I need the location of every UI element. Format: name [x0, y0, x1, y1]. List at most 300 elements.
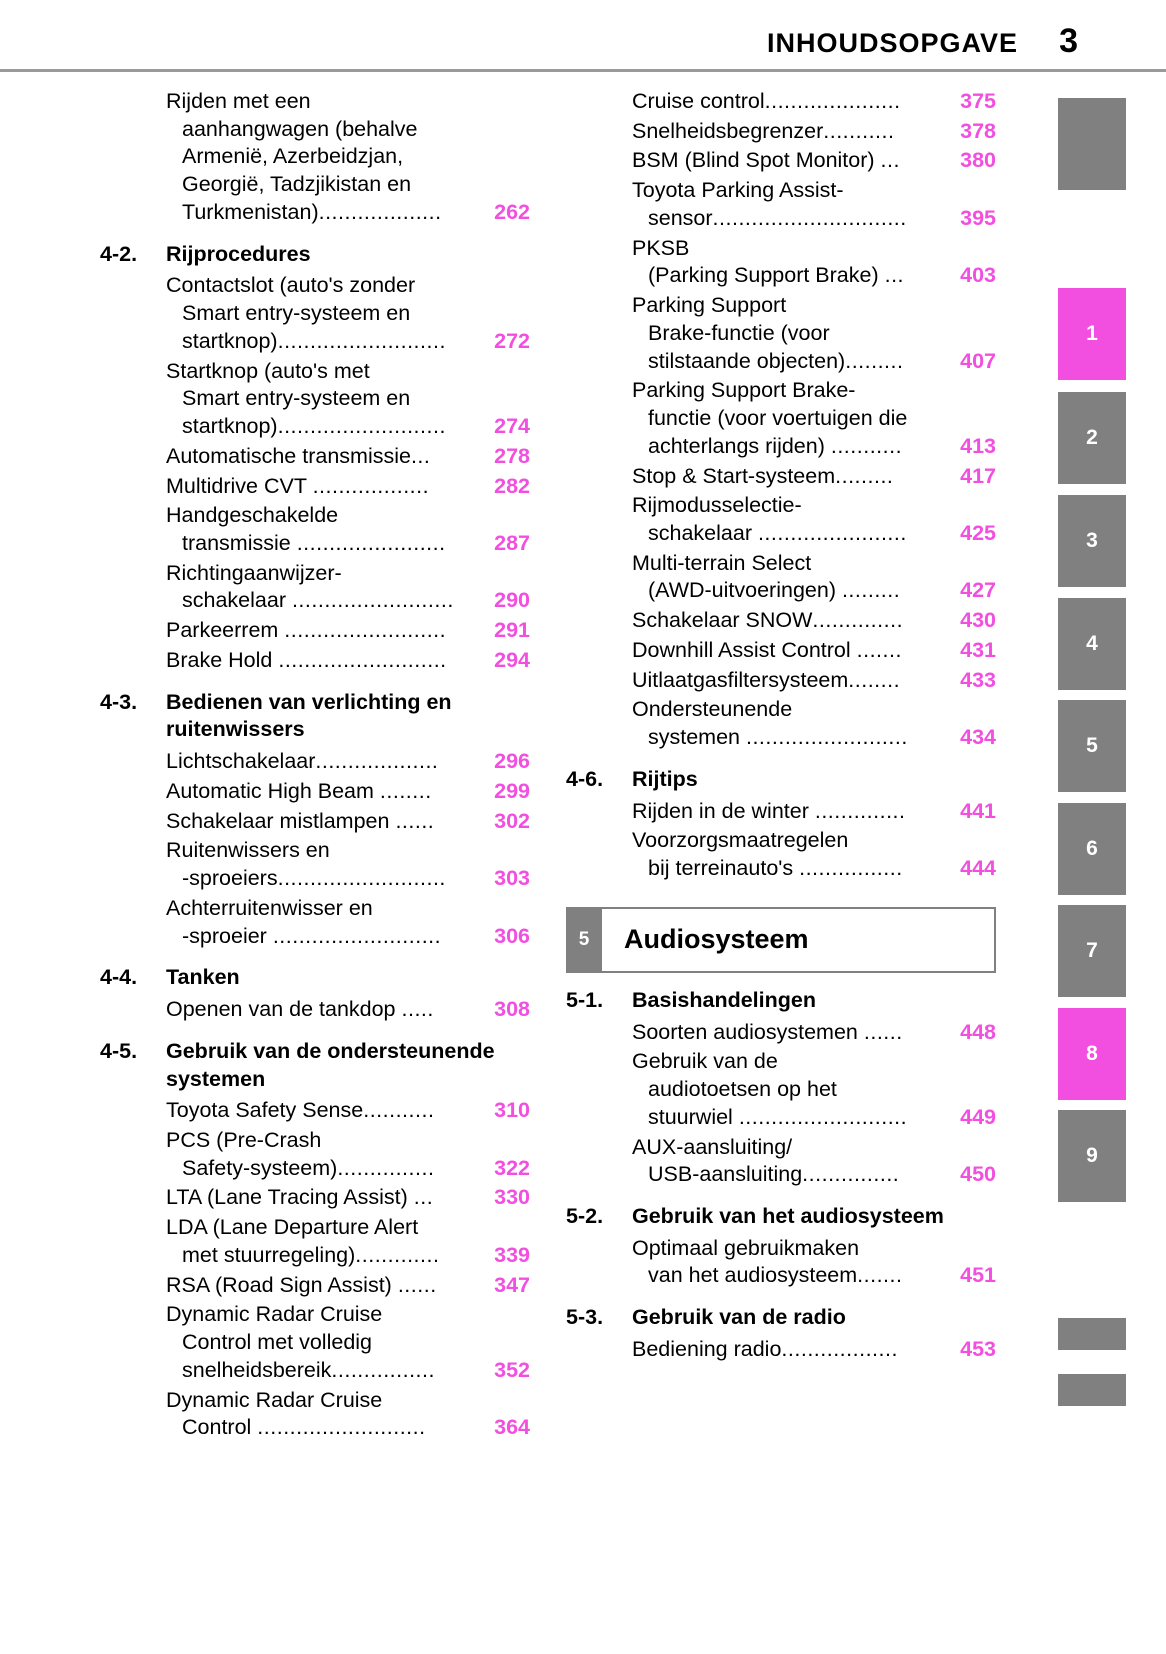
toc-entry-lastline	[166, 1357, 530, 1385]
toc-entry-text: systemen	[648, 725, 746, 750]
toc-section-number: 4-2.	[100, 241, 138, 266]
chapter-tab-blank[interactable]	[1058, 1374, 1126, 1406]
toc-leader-dots: ..........................	[257, 1415, 426, 1440]
toc-entry-line: aanhangwagen (behalve	[182, 116, 418, 141]
toc-entry[interactable]	[632, 696, 996, 751]
toc-entry-text: Lichtschakelaar	[166, 749, 316, 774]
toc-entry-line: Ruitenwissers en	[166, 838, 330, 863]
toc-leader-dots: ................	[799, 856, 903, 881]
toc-page-number: 380	[960, 148, 996, 173]
toc-entry-line: Voorzorgsmaatregelen	[632, 828, 849, 853]
page-title: INHOUDSOPGAVE	[766, 28, 1018, 58]
toc-entry-lastline	[166, 1097, 530, 1125]
chapter-tab-2[interactable]	[1058, 392, 1126, 484]
toc-entry-text: Multidrive CVT	[166, 473, 313, 498]
toc-entry[interactable]	[632, 1048, 996, 1131]
toc-leader-dots: ...........	[363, 1098, 435, 1123]
chapter-tab-label: 6	[1086, 837, 1098, 860]
toc-entry[interactable]	[632, 1019, 996, 1047]
toc-entry-text: Toyota Safety Sense	[166, 1098, 364, 1123]
toc-leader-dots: ..................	[312, 473, 430, 498]
chapter-title-box	[602, 907, 996, 973]
toc-entry-line: Handgeschakelde	[166, 503, 339, 528]
page-header	[0, 0, 1166, 72]
toc-entry[interactable]	[166, 560, 530, 615]
toc-leader-dots: ..........................	[278, 647, 447, 672]
toc-entry-lastline	[632, 1336, 996, 1364]
toc-entry[interactable]	[166, 837, 530, 892]
toc-entry-line: Rijmodusselectie-	[632, 493, 802, 518]
toc-entry-text: met stuurregeling)	[182, 1242, 356, 1267]
toc-section-number: 5-3.	[566, 1305, 604, 1330]
toc-entry-lastline	[632, 855, 996, 883]
toc-page-number: 378	[960, 118, 996, 143]
toc-entry-text: RSA (Road Sign Assist)	[166, 1272, 398, 1297]
toc-entry-line: functie (voor voertuigen die	[648, 406, 908, 431]
toc-page-number: 302	[494, 808, 530, 833]
toc-leader-dots: ...	[880, 148, 900, 173]
toc-entry-lastline	[166, 808, 530, 836]
toc-entry[interactable]	[166, 272, 530, 355]
toc-entry[interactable]	[632, 667, 996, 695]
toc-entry[interactable]	[632, 1134, 996, 1189]
toc-entry[interactable]	[166, 1387, 530, 1442]
toc-entry-lastline	[632, 607, 996, 635]
toc-leader-dots: .......	[857, 1263, 903, 1288]
toc-entry-line: Parking Support	[632, 293, 787, 318]
toc-entry-text: Soorten audiosystemen	[632, 1019, 864, 1044]
toc-entry[interactable]	[166, 1127, 530, 1182]
toc-section-title: Gebruik van het audiosysteem	[632, 1203, 944, 1228]
toc-page-number: 262	[494, 199, 530, 224]
toc-entry-line: audiotoetsen op het	[648, 1077, 837, 1102]
toc-entry-lastline	[632, 1019, 996, 1047]
toc-entry-line: LDA (Lane Departure Alert	[166, 1215, 419, 1240]
toc-entry-lastline	[166, 1272, 530, 1300]
toc-leader-dots: ...............	[802, 1162, 900, 1187]
toc-entry-text: Uitlaatgasfiltersysteem	[632, 667, 849, 692]
toc-leader-dots: ..........................	[272, 923, 442, 948]
toc-entry-lastline	[166, 328, 530, 356]
toc-entry-text: startknop)	[182, 328, 278, 353]
toc-entry-lastline	[632, 433, 996, 461]
toc-entry-text: Turkmenistan)	[182, 199, 319, 224]
toc-entry-line: Smart entry-systeem en	[182, 301, 411, 326]
toc-leader-dots: ..............................	[712, 205, 907, 230]
toc-page-number: 375	[960, 89, 996, 113]
toc-page-number: 299	[494, 778, 530, 803]
chapter-title: Audiosysteem	[624, 924, 809, 955]
toc-entry-line: Contactslot (auto's zonder	[166, 273, 416, 298]
toc-section-heading[interactable]	[100, 964, 530, 992]
chapter-tab-6[interactable]	[1058, 803, 1126, 895]
toc-page-number: 294	[494, 647, 530, 672]
toc-page-number: 451	[960, 1263, 996, 1288]
chapter-tab-7[interactable]	[1058, 905, 1126, 997]
toc-entry[interactable]	[166, 808, 530, 836]
toc-page-number: 278	[494, 443, 530, 468]
toc-entry[interactable]	[632, 550, 996, 605]
toc-entry-text: Downhill Assist Control	[632, 637, 857, 662]
toc-page-number: 425	[960, 521, 996, 546]
toc-entry-text: Stop & Start-systeem	[632, 463, 836, 488]
chapter-tab-label: 7	[1086, 939, 1098, 962]
toc-entry-lastline	[632, 577, 996, 605]
toc-entry-lastline	[166, 778, 530, 806]
toc-section-number: 4-6.	[566, 766, 604, 791]
chapter-tab-blank[interactable]	[1058, 98, 1126, 190]
toc-section-number: 5-1.	[566, 987, 604, 1012]
toc-entry-line: Parking Support Brake-	[632, 378, 856, 403]
toc-entry-lastline	[166, 1414, 530, 1442]
chapter-tab-4[interactable]	[1058, 598, 1126, 690]
toc-entry[interactable]	[632, 798, 996, 826]
toc-entry-lastline	[632, 262, 996, 290]
toc-section-number: 4-4.	[100, 965, 138, 990]
toc-page-number: 433	[960, 667, 996, 692]
toc-entry[interactable]	[166, 1301, 530, 1384]
toc-leader-dots: ...............	[337, 1155, 435, 1180]
toc-entry-text: Control	[182, 1415, 258, 1440]
toc-entry-text: Brake Hold	[166, 647, 279, 672]
toc-page-number: 310	[494, 1098, 530, 1123]
toc-entry-text: Snelheidsbegrenzer	[632, 118, 824, 143]
toc-entry-line: Rijden met een	[166, 89, 311, 113]
toc-entry-lastline	[166, 413, 530, 441]
toc-entry-lastline	[632, 1262, 996, 1290]
toc-entry-lastline	[632, 118, 996, 146]
toc-entry-line: Gebruik van de	[632, 1049, 778, 1074]
toc-entry[interactable]	[632, 463, 996, 491]
toc-entry-lastline	[166, 647, 530, 675]
toc-entry-text: van het audiosysteem	[648, 1263, 858, 1288]
toc-entry[interactable]	[632, 607, 996, 635]
toc-entry-lastline	[166, 1155, 530, 1183]
toc-page-number: 296	[494, 749, 530, 774]
toc-leader-dots: .........................	[745, 725, 908, 750]
toc-entry-lastline	[166, 443, 530, 471]
toc-entry[interactable]	[166, 1097, 530, 1125]
toc-page-number: 403	[960, 263, 996, 288]
toc-page-number: 272	[494, 328, 530, 353]
toc-entry-line: Smart entry-systeem en	[182, 386, 411, 411]
toc-entry-text: Automatische transmissie	[166, 443, 411, 468]
toc-section-title: Rijtips	[632, 766, 698, 791]
toc-entry-text: startknop)	[182, 414, 278, 439]
toc-page-number: 274	[494, 414, 530, 439]
toc-entry-lastline	[166, 473, 530, 501]
toc-page-number: 282	[494, 473, 530, 498]
toc-section-heading[interactable]	[100, 241, 530, 269]
toc-entry-line: Toyota Parking Assist-	[632, 178, 844, 203]
toc-entry-lastline	[166, 1242, 530, 1270]
toc-entry[interactable]	[632, 377, 996, 460]
toc-entry-lastline	[166, 923, 530, 951]
toc-entry[interactable]	[632, 1336, 996, 1364]
toc-section-heading[interactable]	[100, 1038, 530, 1093]
toc-entry[interactable]	[632, 177, 996, 232]
toc-page-number: 441	[960, 798, 996, 823]
toc-entry-lastline	[632, 637, 996, 665]
toc-leader-dots: ..........................	[277, 866, 446, 891]
toc-entry[interactable]	[166, 1184, 530, 1212]
toc-entry-text: Parkeerrem	[166, 618, 285, 643]
toc-entry[interactable]	[166, 88, 530, 227]
toc-entry[interactable]	[632, 637, 996, 665]
toc-entry-lastline	[632, 88, 996, 116]
toc-section-heading[interactable]	[566, 1203, 996, 1231]
toc-entry-lastline	[632, 348, 996, 376]
toc-entry-text: BSM (Blind Spot Monitor)	[632, 148, 881, 173]
toc-entry[interactable]	[166, 617, 530, 645]
toc-section-heading[interactable]	[566, 766, 996, 794]
toc-section-title: Basishandelingen	[632, 987, 816, 1012]
toc-entry-text: achterlangs rijden)	[648, 433, 831, 458]
toc-page-number: 303	[494, 866, 530, 891]
toc-leader-dots: ......	[397, 1272, 437, 1297]
toc-leader-dots: .........	[845, 348, 904, 373]
toc-entry-lastline	[632, 205, 996, 233]
toc-entry-text: Openen van de tankdop	[166, 997, 402, 1022]
toc-section-title: Gebruik van de radio	[632, 1305, 846, 1330]
toc-entry[interactable]	[166, 502, 530, 557]
toc-leader-dots: ...	[413, 1185, 434, 1210]
toc-entry-text: Schakelaar SNOW	[632, 608, 813, 633]
toc-page-number: 291	[494, 618, 530, 643]
toc-entry-line: Ondersteunende	[632, 697, 793, 722]
toc-leader-dots: ...................	[315, 749, 439, 774]
toc-entry-line: PCS (Pre-Crash	[166, 1127, 322, 1152]
toc-entry-text: (Parking Support Brake)	[648, 263, 885, 288]
toc-entry-text: LTA (Lane Tracing Assist)	[166, 1185, 414, 1210]
toc-entry[interactable]	[632, 118, 996, 146]
chapter-tab-label: 8	[1086, 1042, 1098, 1065]
toc-entry-line: Multi-terrain Select	[632, 550, 812, 575]
toc-leader-dots: .........	[835, 463, 894, 488]
toc-entry-text: transmissie	[182, 531, 297, 556]
toc-entry-text: -sproeier	[182, 923, 273, 948]
chapter-tab-blank[interactable]	[1058, 1318, 1126, 1350]
toc-entry[interactable]	[166, 443, 530, 471]
toc-entry[interactable]	[632, 88, 996, 116]
chapter-tab-3[interactable]	[1058, 495, 1126, 587]
toc-entry-lastline	[632, 147, 996, 175]
toc-entry-line: Georgië, Tadzjikistan en	[182, 172, 412, 197]
toc-leader-dots: ......	[863, 1019, 903, 1044]
toc-leader-dots: ..................	[781, 1336, 898, 1361]
toc-section-heading[interactable]	[566, 1304, 996, 1332]
toc-leader-dots: .....	[401, 997, 434, 1022]
chapter-tab-label: 9	[1086, 1144, 1098, 1167]
chapter-tab-5[interactable]	[1058, 700, 1126, 792]
toc-leader-dots: ...	[410, 443, 431, 468]
toc-entry-text: stilstaande objecten)	[648, 348, 846, 373]
toc-entry-line: Achterruitenwisser en	[166, 895, 373, 920]
toc-entry-lastline	[632, 463, 996, 491]
toc-page-number: 431	[960, 637, 996, 662]
toc-entry-text: schakelaar	[182, 588, 292, 613]
toc-entry-text: Bediening radio	[632, 1336, 782, 1361]
toc-page-number: 364	[494, 1415, 530, 1440]
chapter-tab-1[interactable]	[1058, 288, 1126, 380]
toc-entry[interactable]	[166, 1214, 530, 1269]
toc-entry-line: Startknop (auto's met	[166, 358, 370, 383]
toc-leader-dots: ..........................	[738, 1104, 908, 1129]
toc-section-number: 4-3.	[100, 689, 138, 714]
toc-entry-line: Optimaal gebruikmaken	[632, 1235, 860, 1260]
toc-entry[interactable]	[166, 996, 530, 1024]
toc-entry[interactable]	[632, 492, 996, 547]
toc-entry[interactable]	[632, 827, 996, 882]
toc-entry-lastline	[632, 724, 996, 752]
toc-section-number: 4-5.	[100, 1038, 138, 1063]
toc-page-number: 449	[960, 1104, 996, 1129]
toc-entry-text: Automatic High Beam	[166, 778, 380, 803]
toc-leader-dots: ...........	[830, 433, 903, 458]
toc-entry[interactable]	[632, 292, 996, 375]
toc-page-number: 287	[494, 531, 530, 556]
toc-entry-text: snelheidsbereik	[182, 1357, 332, 1382]
toc-page-number: 430	[960, 608, 996, 633]
toc-page-number: 347	[494, 1272, 530, 1297]
toc-entry-lastline	[166, 199, 530, 227]
toc-leader-dots: .....................	[764, 89, 901, 113]
toc-entry-text: schakelaar	[648, 521, 758, 546]
toc-entry-text: -sproeiers	[182, 866, 278, 891]
toc-entry[interactable]	[166, 647, 530, 675]
toc-entry-text: Schakelaar mistlampen	[166, 808, 396, 833]
toc-leader-dots: ........	[379, 778, 432, 803]
toc-entry-lastline	[166, 587, 530, 615]
toc-page-number: 395	[960, 205, 996, 230]
toc-entry[interactable]	[166, 473, 530, 501]
toc-entry[interactable]	[166, 748, 530, 776]
toc-entry[interactable]	[632, 1235, 996, 1290]
toc-page-number: 407	[960, 348, 996, 373]
toc-entry[interactable]	[166, 358, 530, 441]
toc-section-title: Gebruik van de ondersteunende systemen	[166, 1038, 495, 1091]
toc-entry-text: bij terreinauto's	[648, 856, 800, 881]
toc-entry-line: AUX-aansluiting/	[632, 1134, 793, 1159]
toc-leader-dots: ...................	[318, 199, 442, 224]
chapter-tab-strip	[1058, 0, 1126, 1654]
toc-leader-dots: ................	[331, 1357, 435, 1382]
toc-leader-dots: .......................	[757, 521, 907, 546]
toc-page-number: 434	[960, 725, 996, 750]
toc-leader-dots: .......	[856, 637, 902, 662]
chapter-tab-label: 2	[1086, 426, 1098, 449]
toc-leader-dots: .........	[841, 578, 901, 603]
toc-leader-dots: .......................	[296, 531, 446, 556]
toc-entry-lastline	[632, 1161, 996, 1189]
toc-entry-lastline	[166, 530, 530, 558]
chapter-tab-label: 4	[1086, 632, 1098, 655]
toc-page-number: 322	[494, 1155, 530, 1180]
toc-page-number: 444	[960, 856, 996, 881]
toc-entry[interactable]	[632, 147, 996, 175]
toc-entry-lastline	[166, 996, 530, 1024]
toc-page-number: 352	[494, 1357, 530, 1382]
chapter-tab-label: 1	[1086, 322, 1098, 345]
toc-entry[interactable]	[166, 895, 530, 950]
toc-column-left	[100, 88, 530, 1444]
toc-entry-line: Control met volledig	[182, 1330, 373, 1355]
toc-leader-dots: .........................	[291, 588, 454, 613]
toc-entry-lastline	[166, 865, 530, 893]
toc-page-number: 290	[494, 588, 530, 613]
toc-entry-line: Dynamic Radar Cruise	[166, 1302, 383, 1327]
toc-leader-dots: ........	[848, 667, 901, 692]
toc-entry-lastline	[166, 1184, 530, 1212]
toc-leader-dots: ..........................	[277, 328, 446, 353]
toc-leader-dots: ..........................	[277, 414, 446, 439]
toc-section-title: Bedienen van verlichting en ruitenwissers	[166, 689, 452, 742]
toc-page-number: 330	[494, 1185, 530, 1210]
toc-page-number: 306	[494, 923, 530, 948]
chapter-banner[interactable]	[566, 907, 996, 973]
toc-entry-text: sensor	[648, 205, 713, 230]
toc-entry-line: Dynamic Radar Cruise	[166, 1387, 383, 1412]
toc-entry-lastline	[632, 520, 996, 548]
toc-entry-text: stuurwiel	[648, 1104, 739, 1129]
toc-entry[interactable]	[632, 235, 996, 290]
chapter-number: 5	[566, 907, 602, 973]
toc-page-number: 413	[960, 433, 996, 458]
toc-entry-lastline	[632, 667, 996, 695]
toc-entry[interactable]	[166, 778, 530, 806]
toc-page-number: 417	[960, 463, 996, 488]
toc-leader-dots: ..............	[814, 798, 906, 823]
toc-leader-dots: ...........	[823, 118, 895, 143]
toc-leader-dots: ......	[395, 808, 435, 833]
toc-page-number: 339	[494, 1242, 530, 1267]
toc-leader-dots: .........................	[284, 618, 447, 643]
toc-entry-lastline	[166, 748, 530, 776]
toc-leader-dots: ..............	[812, 608, 904, 633]
toc-column-right	[566, 88, 996, 1366]
header-divider	[0, 69, 1166, 72]
toc-section-title: Rijprocedures	[166, 241, 311, 266]
toc-section-title: Tanken	[166, 965, 240, 990]
toc-page-number: 308	[494, 997, 530, 1022]
toc-section-heading[interactable]	[566, 987, 996, 1015]
toc-page-number: 448	[960, 1019, 996, 1044]
toc-page-number: 453	[960, 1336, 996, 1361]
toc-entry-lastline	[632, 1104, 996, 1132]
toc-page-number: 450	[960, 1162, 996, 1187]
chapter-tab-8[interactable]	[1058, 1008, 1126, 1100]
toc-entry[interactable]	[166, 1272, 530, 1300]
toc-leader-dots: ...	[884, 263, 905, 288]
toc-leader-dots: .............	[355, 1242, 440, 1267]
toc-entry-lastline	[632, 798, 996, 826]
toc-entry-text: Cruise control	[632, 89, 765, 113]
chapter-tab-label: 3	[1086, 529, 1098, 552]
toc-entry-line: Richtingaanwijzer-	[166, 560, 342, 585]
toc-entry-text: USB-aansluiting	[648, 1162, 803, 1187]
toc-entry-line: PKSB	[632, 235, 690, 260]
chapter-tab-9[interactable]	[1058, 1110, 1126, 1202]
chapter-tab-label: 5	[1086, 734, 1098, 757]
toc-page-number: 427	[960, 578, 996, 603]
toc-section-number: 5-2.	[566, 1203, 604, 1228]
toc-entry-text: (AWD-uitvoeringen)	[648, 578, 842, 603]
toc-entry-lastline	[166, 617, 530, 645]
page-number: 3	[1059, 22, 1078, 60]
toc-entry-line: Brake-functie (voor	[648, 320, 830, 345]
toc-entry-text: Rijden in de winter	[632, 798, 815, 823]
toc-section-heading[interactable]	[100, 689, 530, 744]
